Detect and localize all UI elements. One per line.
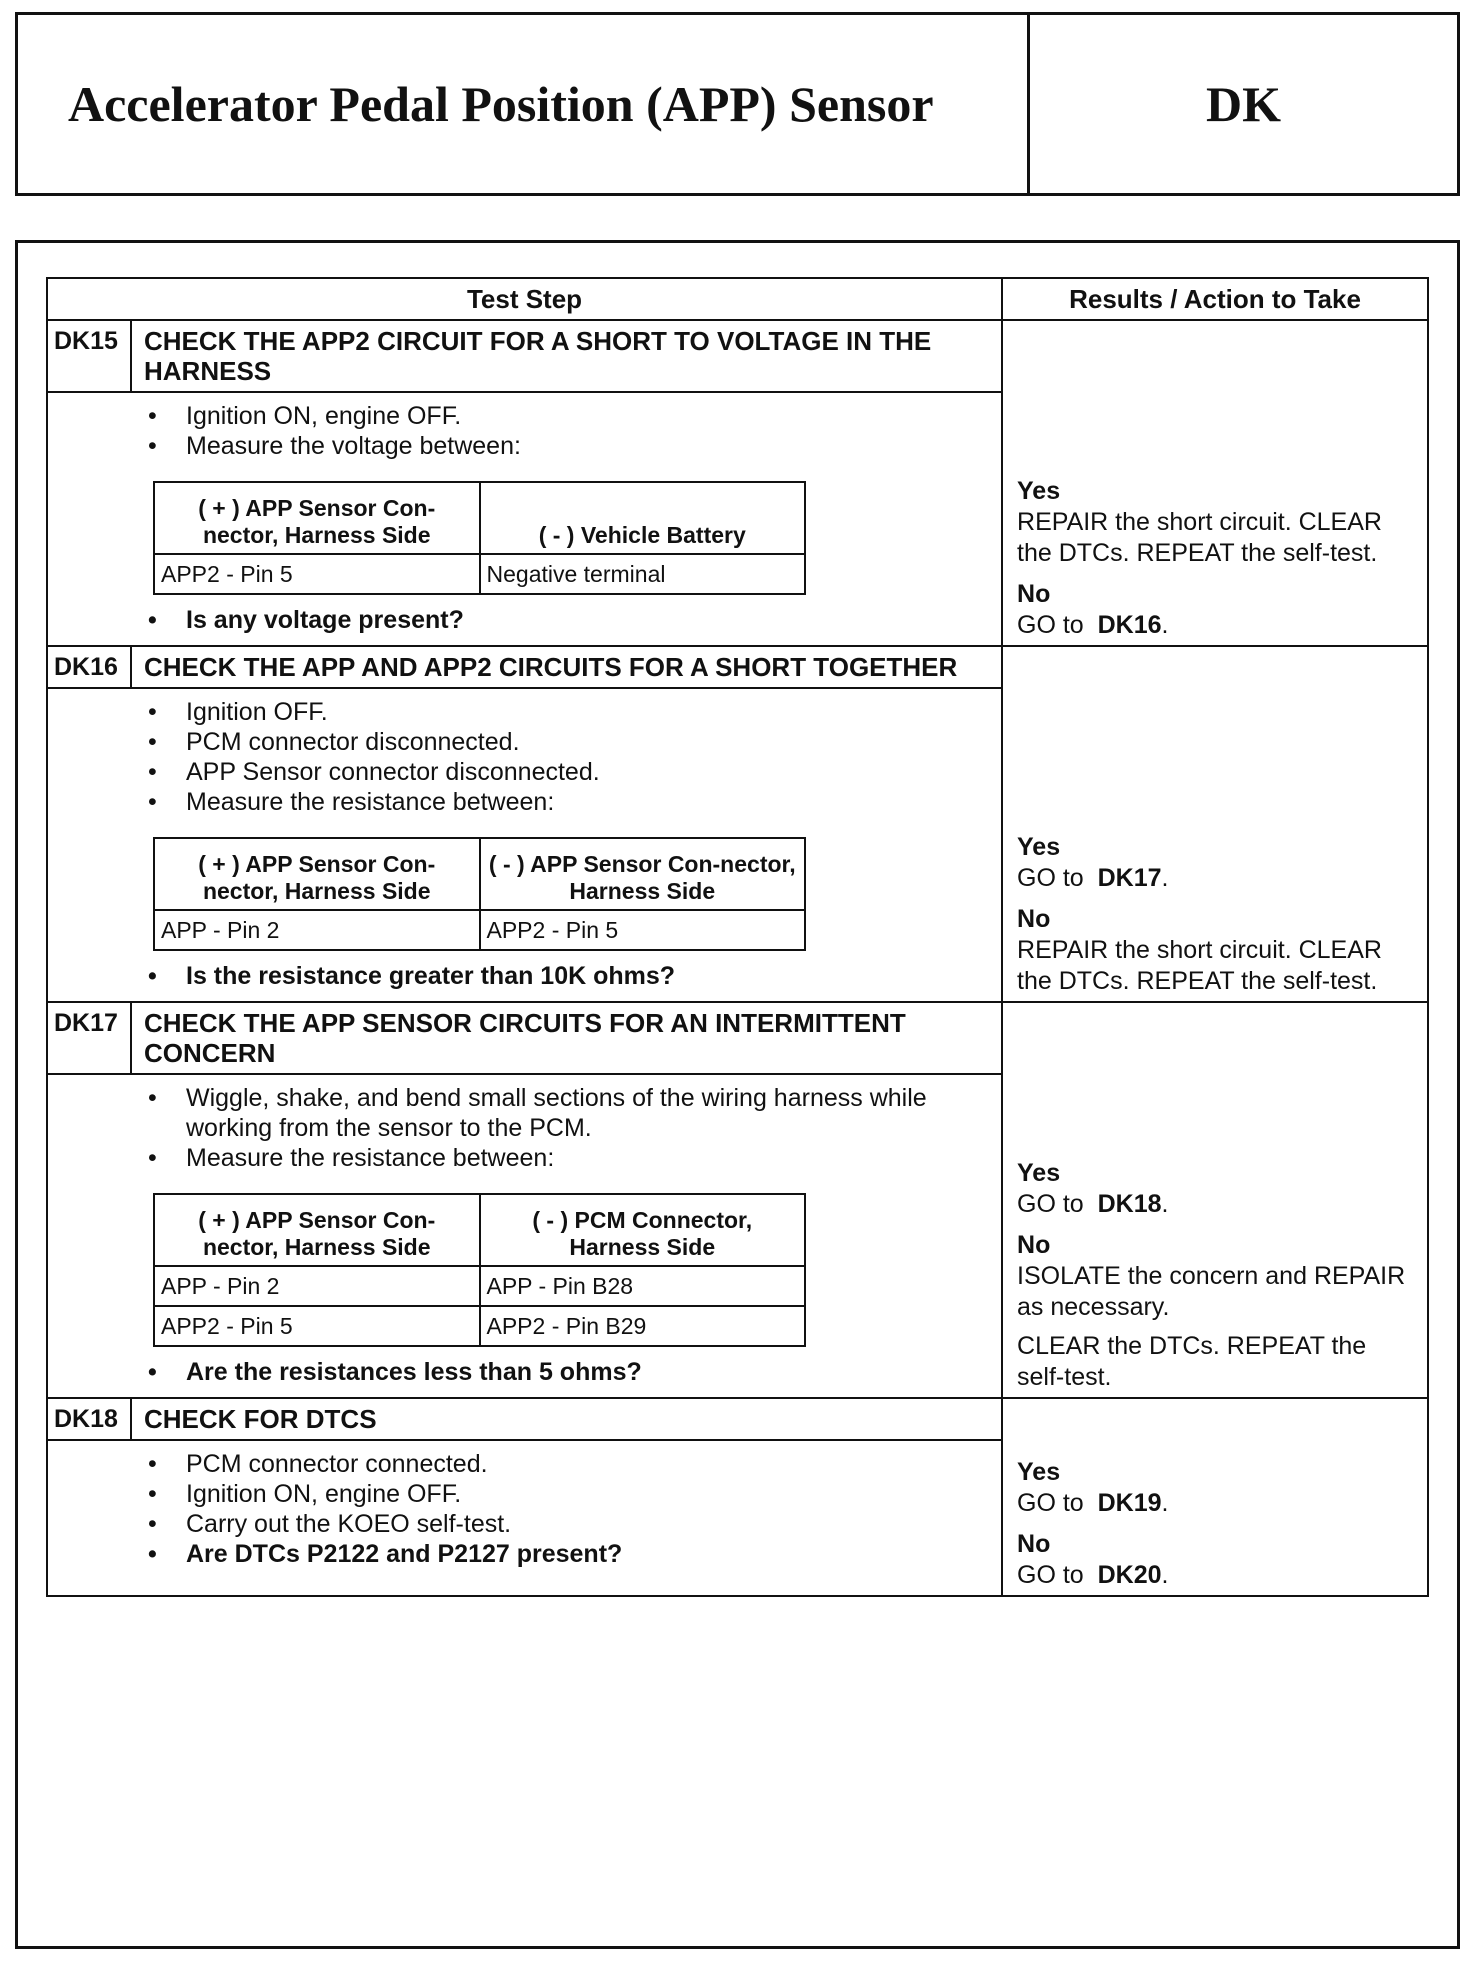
no-action: CLEAR the DTCs. REPEAT the self-test.: [1017, 1332, 1367, 1391]
step-results: [1002, 1398, 1428, 1596]
step-id: DK18: [47, 1398, 131, 1440]
no-action: GO to DK20.: [1017, 1561, 1169, 1589]
measurement-cell: APP2 - Pin 5: [154, 554, 480, 594]
goto-target: DK18: [1097, 1190, 1162, 1218]
step-title: CHECK THE APP AND APP2 CIRCUITS FOR A SHORT TOGETHER: [131, 646, 1002, 688]
step-bullet: • Measure the voltage between:: [148, 431, 991, 461]
step-bullet: • Carry out the KOEO self-test.: [148, 1509, 991, 1539]
measurement-header: ( + ) APP Sensor Con-nector, Harness Side: [154, 1194, 480, 1266]
measurement-cell: APP - Pin B28: [480, 1266, 806, 1306]
yes-action: GO to DK17.: [1017, 864, 1169, 892]
goto-target: DK16: [1097, 611, 1162, 639]
step-bullet: • PCM connector connected.: [148, 1449, 991, 1479]
step-body: [47, 1074, 1002, 1398]
goto-text: GO to: [1017, 1489, 1084, 1517]
step-body: [47, 688, 1002, 1002]
goto-text: GO to: [1017, 611, 1084, 639]
page-header: [15, 12, 1460, 196]
measurement-header: ( - ) Vehicle Battery: [480, 482, 806, 554]
yes-label: Yes: [1017, 1458, 1061, 1486]
measurement-cell: APP2 - Pin B29: [480, 1306, 806, 1346]
page-title: Accelerator Pedal Position (APP) Sensor: [18, 15, 1030, 193]
step-body: [47, 392, 1002, 646]
measurement-cell: Negative terminal: [480, 554, 806, 594]
step-question: • Are the resistances less than 5 ohms?: [148, 1357, 991, 1387]
measurement-header: ( + ) APP Sensor Con-nector, Harness Side: [154, 482, 480, 554]
step-row: [47, 320, 1428, 392]
yes-action: REPAIR the short circuit. CLEAR the DTCs. REPEAT the self-test.: [1017, 508, 1382, 567]
measurement-table: [153, 481, 806, 595]
step-title: CHECK THE APP2 CIRCUIT FOR A SHORT TO VOLTAGE IN THE HARNESS: [131, 320, 1002, 392]
yes-label: Yes: [1017, 477, 1061, 505]
measurement-cell: APP2 - Pin 5: [154, 1306, 480, 1346]
yes-label: Yes: [1017, 833, 1061, 861]
step-bullet: • Wiggle, shake, and bend small sections of the wiring harness while working from the sensor to the PCM.: [148, 1083, 991, 1143]
step-bullet: • Ignition ON, engine OFF.: [148, 1479, 991, 1509]
step-row: [47, 1398, 1428, 1440]
step-body: [47, 1440, 1002, 1596]
no-label: No: [1017, 1231, 1051, 1259]
no-label: No: [1017, 905, 1051, 933]
step-id: DK17: [47, 1002, 131, 1074]
step-row: [47, 646, 1428, 688]
step-bullet: • Measure the resistance between:: [148, 787, 991, 817]
goto-target: DK17: [1097, 864, 1162, 892]
goto-text: GO to: [1017, 864, 1084, 892]
step-question: • Are DTCs P2122 and P2127 present?: [148, 1539, 991, 1569]
step-title: CHECK FOR DTCS: [131, 1398, 1002, 1440]
step-bullet: • Ignition ON, engine OFF.: [148, 401, 991, 431]
step-results: [1002, 320, 1428, 646]
step-results: [1002, 646, 1428, 1002]
yes-label: Yes: [1017, 1159, 1061, 1187]
measurement-table: [153, 1193, 806, 1347]
goto-text: GO to: [1017, 1561, 1084, 1589]
measurement-table: [153, 837, 806, 951]
step-id: DK16: [47, 646, 131, 688]
measurement-cell: APP2 - Pin 5: [480, 910, 806, 950]
step-row: [47, 1002, 1428, 1074]
step-bullet: • APP Sensor connector disconnected.: [148, 757, 991, 787]
column-header-results: Results / Action to Take: [1002, 278, 1428, 320]
measurement-header: ( - ) PCM Connector, Harness Side: [480, 1194, 806, 1266]
step-results: [1002, 1002, 1428, 1398]
section-code: DK: [1206, 76, 1281, 132]
goto-target: DK19: [1097, 1489, 1162, 1517]
column-header-test-step: Test Step: [47, 278, 1002, 320]
measurement-header: ( + ) APP Sensor Con-nector, Harness Side: [154, 838, 480, 910]
measurement-cell: APP - Pin 2: [154, 1266, 480, 1306]
step-question: • Is any voltage present?: [148, 605, 991, 635]
no-label: No: [1017, 1530, 1051, 1558]
no-action: GO to DK16.: [1017, 611, 1169, 639]
no-action: REPAIR the short circuit. CLEAR the DTCs. REPEAT the self-test.: [1017, 936, 1382, 995]
step-title: CHECK THE APP SENSOR CIRCUITS FOR AN INTERMITTENT CONCERN: [131, 1002, 1002, 1074]
yes-action: GO to DK19.: [1017, 1489, 1169, 1517]
goto-target: DK20: [1097, 1561, 1162, 1589]
no-action: ISOLATE the concern and REPAIR as necessary.: [1017, 1262, 1406, 1321]
no-label: No: [1017, 580, 1051, 608]
yes-action: GO to DK18.: [1017, 1190, 1169, 1218]
step-bullet: • Measure the resistance between:: [148, 1143, 991, 1173]
step-bullet: • PCM connector disconnected.: [148, 727, 991, 757]
goto-text: GO to: [1017, 1190, 1084, 1218]
step-question: • Is the resistance greater than 10K ohms?: [148, 961, 991, 991]
diagnostic-table: [46, 277, 1429, 1597]
measurement-header: ( - ) APP Sensor Con-nector, Harness Side: [480, 838, 806, 910]
step-bullet: • Ignition OFF.: [148, 697, 991, 727]
step-id: DK15: [47, 320, 131, 392]
measurement-cell: APP - Pin 2: [154, 910, 480, 950]
